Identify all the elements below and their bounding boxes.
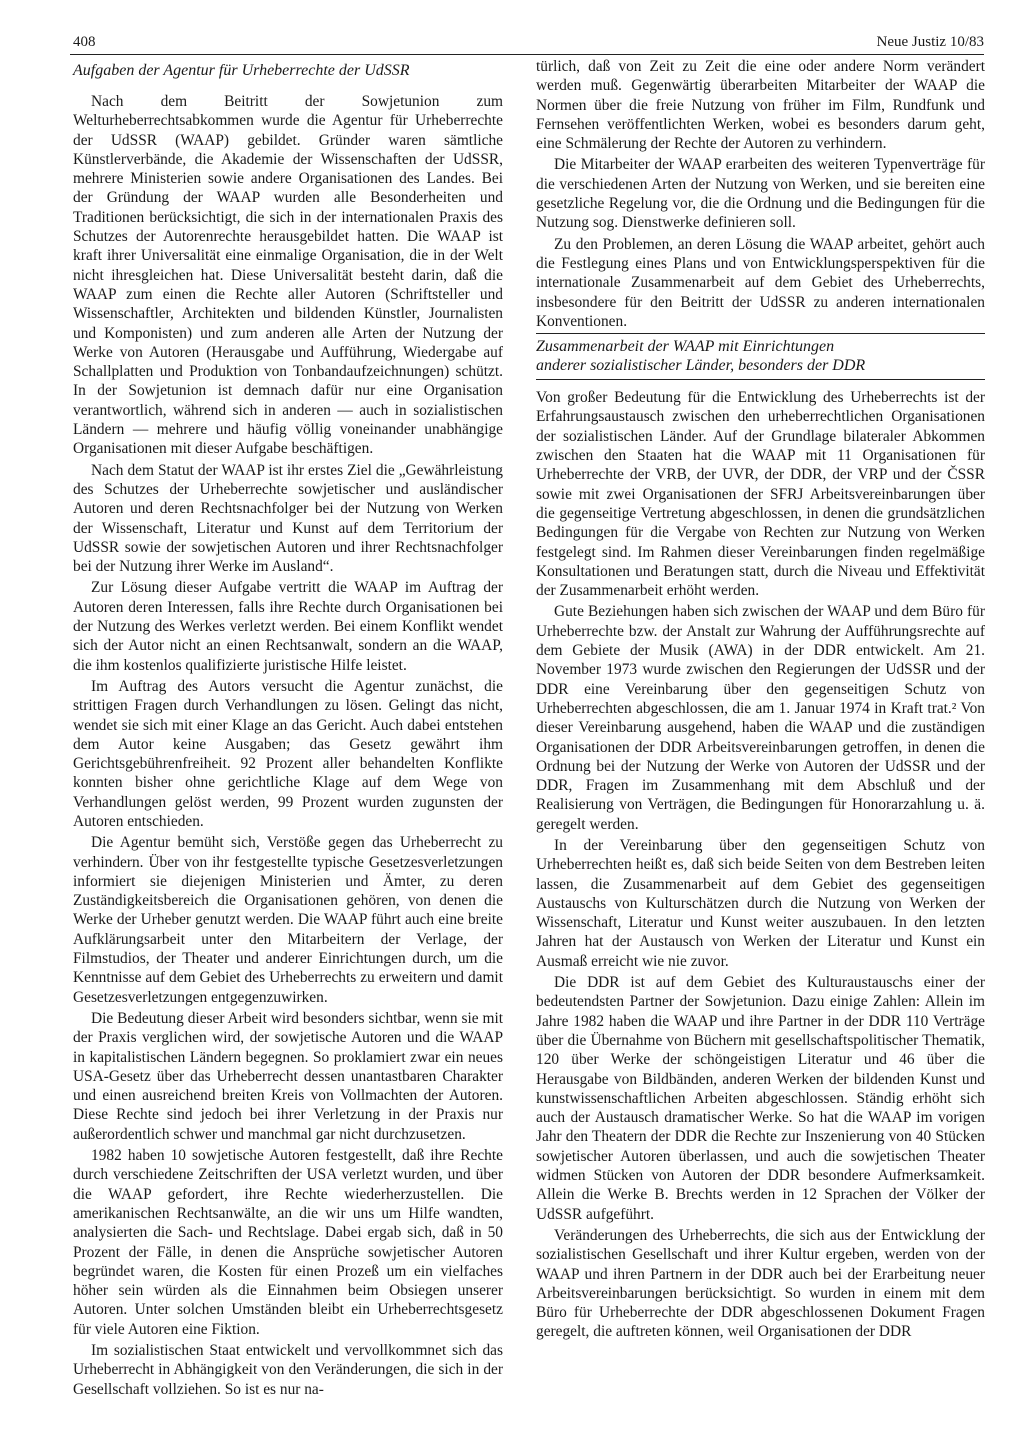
paragraph: Im sozialistischen Staat entwickelt und vervollkommnet sich das Urheberrecht in Abhängigkeit von den Veränderungen, die sich in der Gesellschaft vollziehen. So ist es nur na- [73,1342,503,1398]
paragraph: 1982 haben 10 sowjetische Autoren festgestellt, daß ihre Rechte durch verschiedene Zeitschriften der USA verletzt wurden, und über die WAAP gefordert, ihre Rechte wiederherzustellen. Die amerikanischen Rechtsanwälte, an die wir uns um Hilfe wandten, analysierten die Sach- und Rechtslage. Dabei ergab sich, daß in 50 Prozent der Fälle, in denen die Ansprüche sowjetischer Autoren begründet waren, die Kosten für einen Prozeß um ein vielfaches höher sein würden als die Einnahmen beim Obsiegen unserer Autoren. Unter solchen Umständen bleibt ein Urheberrechtsgesetz für viele Autoren eine Fiktion. [73,1147,503,1338]
section-heading-cooperation [536,337,985,375]
paragraph: Nach dem Beitritt der Sowjetunion zum Welturheberrechtsabkommen wurde die Agentur für Urheberrechte der UdSSR (WAAP) gebildet. Gründer waren sämtliche Künstlerverbände, die Akademie der Wissenschaften der UdSSR, mehrere Ministerien sowie andere Organisationen des Landes. Bei der Gründung der WAAP wurden alle Besonderheiten und Traditionen berücksichtigt, die sich in der internationalen Praxis des Schutzes der Autorenrechte herausgebildet hatten. Die WAAP ist kraft ihrer Universalität eine einmalige Organisation, die in der Welt nicht ihresgleichen hat. Diese Universalität besteht darin, daß die WAAP zum einen die Rechte aller Autoren (Schriftsteller und Wissenschaftler, Architekten und bildenden Künstler, Journalisten und Komponisten) und zum anderen alle Arten der Nutzung der Werke von Autoren (Herausgabe und Aufführung, Wiedergabe auf Schallplatten und Produktion von Tonbandaufzeichnungen) schützt. In der Sowjetunion ist demnach dafür nur eine Organisation verantwortlich, während sich in anderen — auch in sozialistischen Ländern — mehrere und häufig völlig voneinander unabhängige Organisationen mit dieser Aufgabe beschäftigen. [73,93,503,458]
paragraph: Die DDR ist auf dem Gebiet des Kulturaustauschs einer der bedeutendsten Partner der Sowjetunion. Dazu einige Zahlen: Allein im Jahre 1982 haben die WAAP und ihre Partner in der DDR 110 Verträge über die Übernahme von Büchern mit gesellschaftspolitischer Thematik, 120 über Werke der schöngeistigen Literatur und 46 über die Herausgabe von Bildbänden, anderen Werken der bildenden Kunst und kunstwissenschaftlichen Arbeiten abgeschlossen. Ständig erhöht sich auch der Austausch dramatischer Werke. So hat die WAAP im vorigen Jahr den Theatern der DDR die Rechte zur Inszenierung von 40 Stücken sowjetischer Autoren überlassen, und auch die sowjetischen Theater widmen Stücken von Autoren der DDR besondere Aufmerksamkeit. Allein die Werke B. Brechts werden in 12 Sprachen der Völker der UdSSR aufgeführt. [536,974,985,1223]
paragraph: Die Mitarbeiter der WAAP erarbeiten des weiteren Typenverträge für die verschiedenen Arten der Nutzung von Werken, und sie bereiten eine gesetzliche Regelung vor, die die Ordnung und die Bedingungen für die Nutzung sog. Dienstwerke definieren soll. [536,156,985,232]
section-heading-agency-tasks: Aufgaben der Agentur für Urheberrechte der UdSSR [73,62,410,79]
section-heading-box [536,333,985,380]
section-heading-line: Zusammenarbeit der WAAP mit Einrichtungen [536,338,835,356]
header-rule [70,54,984,55]
journal-issue: Neue Justiz 10/83 [876,34,984,50]
paragraph: Zu den Problemen, an deren Lösung die WAAP arbeitet, gehört auch die Festlegung eines Plans und von Entwicklungsperspektiven für die internationale Zusammenarbeit auf dem Gebiet des Urheberrechts, insbesondere für den Beitritt der UdSSR zu anderen internationalen Konventionen. [536,235,985,330]
paragraph: Von großer Bedeutung für die Entwicklung des Urheberrechts ist der Erfahrungsaustausch zwischen den urheberrechtlichen Organisationen der sozialistischen Länder. Auf der Grundlage bilateraler Abkommen zwischen den Staaten hat die WAAP mit 11 Organisationen für Urheberrechte der VRB, der UVR, der DDR, der VRP und der ČSSR sowie mit zwei Organisationen der SFRJ Arbeitsvereinbarungen über die gegenseitige Vertretung abgeschlossen, in denen die grundsätzlichen Bedingungen für die Vergabe von Rechten zur Nutzung von Werken festgelegt sind. Im Rahmen dieser Vereinbarungen finden regelmäßige Konsultationen und Beratungen statt, durch die Niveau und Effektivität der Zusammenarbeit erhöht werden. [536,389,985,600]
right-column [536,57,985,1357]
paragraph: Gute Beziehungen haben sich zwischen der WAAP und dem Büro für Urheberrechte bzw. der Anstalt zur Wahrung der Aufführungsrechte auf dem Gebiete der Musik (AWA) in der DDR entwickelt. Am 21. November 1973 wurde zwischen den Regierungen der UdSSR und der DDR eine Vereinbarung über den gegenseitigen Schutz von Urheberrechten abgeschlossen, die am 1. Januar 1974 in Kraft trat.² Von dieser Vereinbarung ausgehend, haben die WAAP und die zuständigen Organisationen der DDR Arbeitsvereinbarungen getroffen, in denen die Ordnung bei der Nutzung der Werke von Autoren der UdSSR und der DDR, Fragen im Zusammenhang mit dem Abschluß und der Realisierung von Verträgen, die Bedingungen für Honorarzahlung u. ä. geregelt werden. [536,603,985,833]
paragraph: Im Auftrag des Autors versucht die Agentur zunächst, die strittigen Fragen durch Verhandlungen zu lösen. Gelingt das nicht, wendet sie sich mit einer Klage an das Gericht. Auch dabei entstehen dem Autor keine Ausgaben; das Gesetz gewährt ihm Gerichtsgebührenfreiheit. 92 Prozent aller behandelten Konflikte konnten bisher ohne gerichtliche Klage auf dem Wege von Verhandlungen gelöst werden, 99 Prozent wurden zugunsten der Autoren entschieden. [73,677,503,830]
paragraph: Veränderungen des Urheberrechts, die sich aus der Entwicklung der sozialistischen Gesellschaft und ihrer Kultur ergeben, werden von der WAAP und ihren Partnern in der DDR auch bei der Erarbeitung neuer Arbeitsvereinbarungen berücksichtigt. So wurden in einem mit dem Büro für Urheberrechte der DDR abgeschlossenen Dokument Fragen geregelt, die auftreten können, weil Organisationen der DDR [536,1226,985,1341]
left-column [73,57,503,1398]
paragraph: In der Vereinbarung über den gegenseitigen Schutz von Urheberrechten heißt es, daß sich beide Seiten von dem Bestreben leiten lassen, die Zusammenarbeit auf dem Gebiet des gegenseitigen Austauschs von Kulturschätzen durch die Nutzung von Werken der Wissenschaft, Literatur und Kunst weiter auszubauen. In den letzten Jahren hat der Austausch von Werken der Literatur und Kunst ein Ausmaß erreicht wie nie zuvor. [536,836,985,970]
page-number: 408 [73,34,96,50]
paragraph: Die Bedeutung dieser Arbeit wird besonders sichtbar, wenn sie mit der Praxis verglichen wird, der sowjetische Autoren und die WAAP in kapitalistischen Ländern begegnen. So proklamiert zwar ein neues USA-Gesetz über das Urheberrecht dessen unantastbaren Charakter und einen ausreichend breiten Kreis von Vollmachten der Autoren. Diese Rechte sind jedoch bei ihrer Verletzung in der Praxis nur außerordentlich schwer und manchmal gar nicht durchzusetzen. [73,1009,503,1143]
paragraph: Nach dem Statut der WAAP ist ihr erstes Ziel die „Gewährleistung des Schutzes der Urheberrechte sowjetischer und ausländischer Autoren und deren Rechtsnachfolger bei der Nutzung von Werken der Wissenschaft, Literatur und Kunst auf dem Territorium der UdSSR sowie der sowjetischen Autoren und ihrer Rechtsnachfolger bei der Nutzung ihrer Werke im Ausland“. [73,461,503,576]
paragraph: Die Agentur bemüht sich, Verstöße gegen das Urheberrecht zu verhindern. Über von ihr festgestellte typische Gesetzesverletzungen informiert sie diejenigen Ministerien und Ämter, zu deren Zuständigkeitsbereich die Organisationen gehören, von denen die Werke der Urheber genutzt werden. Die WAAP führt auch eine breite Aufklärungsarbeit unter den Mitarbeitern der Verlage, der Filmstudios, der Theater und anderer Einrichtungen durch, um die Kenntnisse auf dem Gebiet des Urheberrechts zu erweitern und damit Gesetzesverletzungen entgegenzuwirken. [73,834,503,1006]
paragraph: Zur Lösung dieser Aufgabe vertritt die WAAP im Auftrag der Autoren deren Interessen, falls ihre Rechte durch Organisationen bei der Nutzung des Werkes verletzt werden. Bei einem Konflikt wendet sich der Autor nicht an einen Rechtsanwalt, sondern an die WAAP, die ihm kostenlos qualifizierte juristische Hilfe leistet. [73,579,503,674]
section-heading-line: anderer sozialistischer Länder, besonders der DDR [536,357,866,375]
paragraph-continuation: türlich, daß von Zeit zu Zeit die eine oder andere Norm verändert werden muß. Gegenwärtig überarbeiten Mitarbeiter der WAAP die Normen über die freie Nutzung von früher im Film, Rundfunk und Fernsehen veröffentlichten Werken, wobei es besonders darum geht, eine Schmälerung der Rechte der Autoren zu verhindern. [536,58,985,153]
